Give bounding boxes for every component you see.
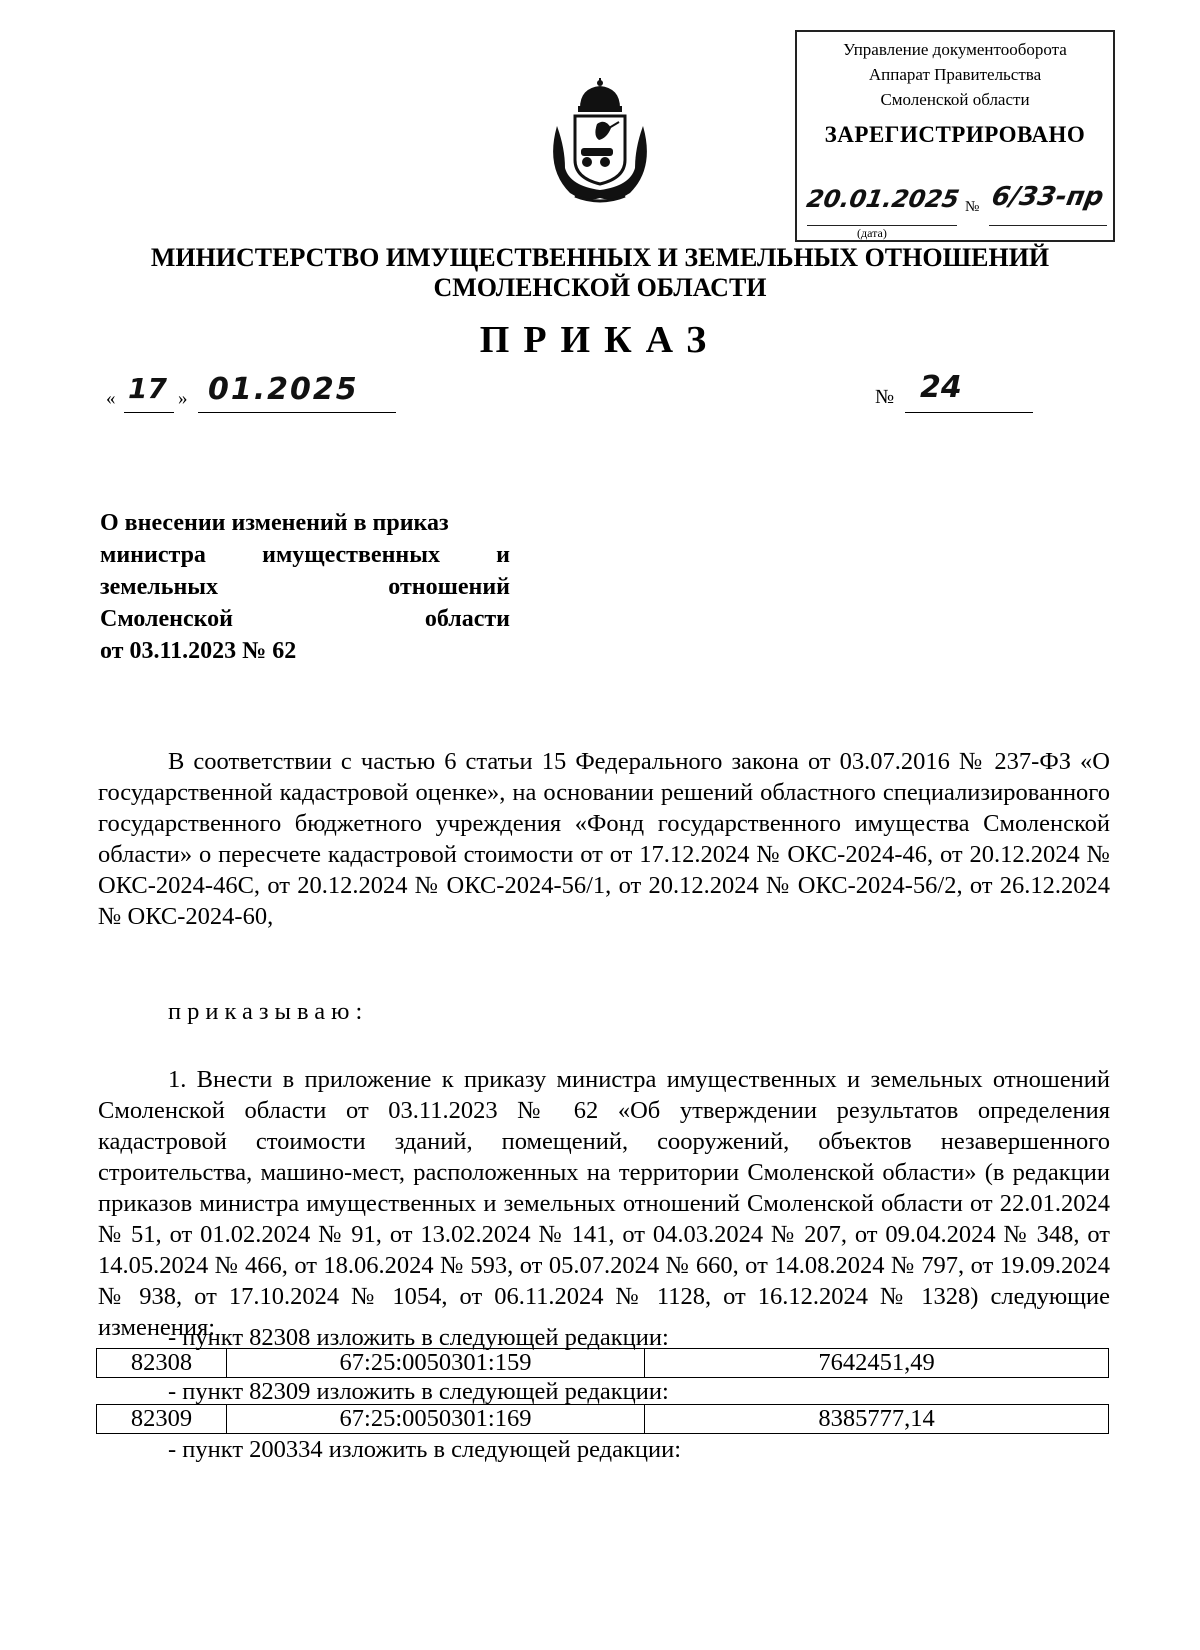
item-82308-intro: - пункт 82308 изложить в следующей редакции:	[168, 1324, 669, 1351]
table-cell-item-number: 82309	[97, 1405, 227, 1434]
order-day-handwritten: 17	[128, 372, 167, 405]
table-cell-cadastral-value: 8385777,14	[645, 1405, 1109, 1434]
table-cell-item-number: 82308	[97, 1349, 227, 1378]
subject-line: от 03.11.2023 № 62	[100, 638, 297, 664]
ministry-name-line2: СМОЛЕНСКОЙ ОБЛАСТИ	[433, 273, 767, 302]
item-200334-intro: - пункт 200334 изложить в следующей редакции:	[168, 1436, 682, 1463]
table-cell-cadastral-number: 67:25:0050301:169	[227, 1405, 645, 1434]
subject-line: О внесении изменений в приказ	[100, 510, 449, 536]
order-month-year-handwritten: 01.2025	[208, 372, 359, 407]
stamp-date-caption: (дата)	[857, 226, 887, 240]
stamp-department: Управление документооборота	[843, 40, 1067, 59]
stamp-handwritten-number: 6/33-пр	[989, 182, 1106, 212]
table-row	[97, 1349, 1109, 1378]
order-date	[106, 372, 396, 412]
subject-line: земельных отношений	[100, 574, 510, 600]
stamp-number-underline	[989, 225, 1107, 226]
month-year-underline	[198, 412, 396, 413]
registration-stamp	[795, 30, 1115, 242]
order-subject	[100, 507, 510, 667]
table-row	[97, 1405, 1109, 1434]
item-82308-table	[96, 1348, 1109, 1378]
preamble-paragraph: В соответствии с частью 6 статьи 15 Федерального закона от 03.07.2016 № 237-ФЗ «О государственной кадастровой оценке», на основании решений областного специализированного государственного бюджетного учреждения «Фонд государственного имущества Смоленской области» о пересчете кадастровой стоимости от от 17.12.2024 № ОКС-2024-46, от 20.12.2024 № ОКС-2024-46С, от 20.12.2024 № ОКС-2024-56/1, от 20.12.2024 № ОКС-2024-56/2, от 26.12.2024 № ОКС-2024-60,	[98, 748, 1110, 930]
stamp-registered-label: ЗАРЕГИСТРИРОВАНО	[824, 122, 1086, 147]
stamp-region: Смоленской области	[880, 90, 1030, 109]
quote-open: «	[106, 388, 116, 409]
order-number	[875, 372, 1035, 412]
stamp-handwritten-date: 20.01.2025	[804, 185, 962, 213]
item-82309-intro: - пункт 82309 изложить в следующей редакции:	[168, 1378, 669, 1405]
ministry-name	[0, 243, 1200, 303]
order-number-handwritten: 24	[920, 370, 962, 405]
subject-line: министра имущественных и	[100, 542, 510, 568]
order-number-sign: №	[875, 386, 895, 408]
item-82309-table	[96, 1404, 1109, 1434]
ministry-name-line1: МИНИСТЕРСТВО ИМУЩЕСТВЕННЫХ И ЗЕМЕЛЬНЫХ ОТНОШЕНИЙ	[150, 243, 1050, 272]
table-cell-cadastral-number: 67:25:0050301:159	[227, 1349, 645, 1378]
stamp-apparatus: Аппарат Правительства	[868, 65, 1042, 84]
subject-line: Смоленской области	[100, 606, 510, 632]
stamp-number-sign: №	[965, 199, 980, 215]
order-word: приказываю:	[168, 998, 369, 1025]
coat-of-arms-icon	[535, 78, 665, 208]
clause-1-paragraph: 1. Внести в приложение к приказу министра имущественных и земельных отношений Смоленской области от 03.11.2023 № 62 «Об утверждении результатов определения кадастровой стоимости зданий, помещений, сооружений, объектов незавершенного строительства, машино-мест, расположенных на территории Смоленской области» (в редакции приказов министра имущественных и земельных отношений Смоленской области от 22.01.2024 № 51, от 01.02.2024 № 91, от 13.02.2024 № 141, от 04.03.2024 № 207, от 09.04.2024 № 348, от 14.05.2024 № 466, от 18.06.2024 № 593, от 05.07.2024 № 660, от 14.08.2024 № 797, от 19.09.2024 № 938, от 17.10.2024 № 1054, от 06.11.2024 № 1128, от 16.12.2024 № 1328) следующие изменения:	[98, 1066, 1110, 1341]
order-number-underline	[905, 412, 1033, 413]
document-type-title: ПРИКАЗ	[479, 319, 721, 361]
quote-close: »	[178, 388, 188, 409]
table-cell-cadastral-value: 7642451,49	[645, 1349, 1109, 1378]
day-underline	[124, 412, 174, 413]
stamp-registration-row	[797, 182, 1113, 240]
